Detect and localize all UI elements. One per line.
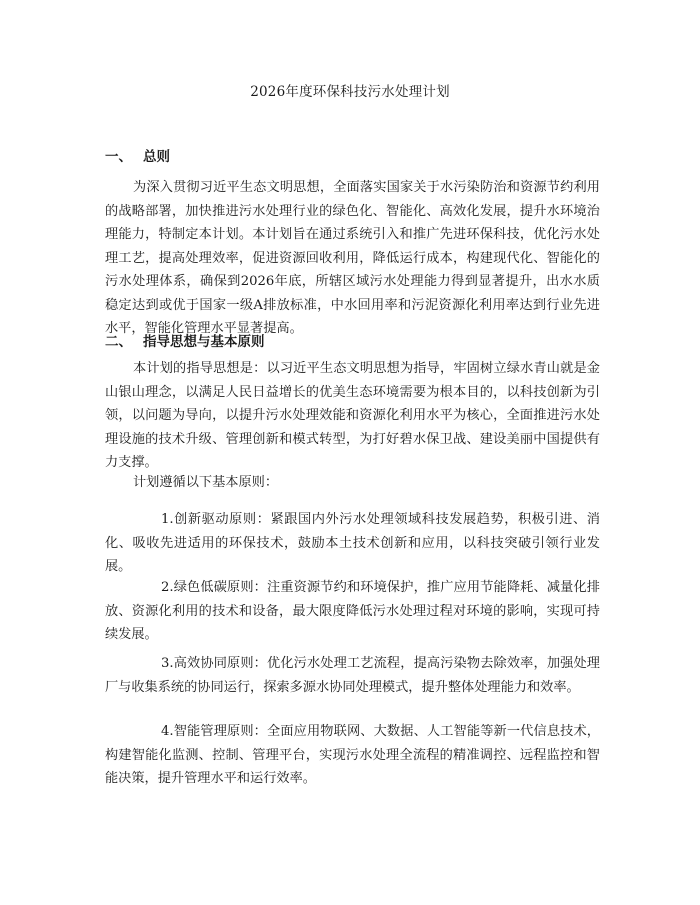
principle-index: 3. (161, 656, 174, 671)
principle-item (105, 576, 600, 647)
principle-text: 创新驱动原则：紧跟国内外污水处理领域科技发展趋势，积极引进、消化、吸收先进适用的环保技术，鼓励本土技术创新和应用，以科技突破引领行业发展。 (105, 512, 600, 574)
principle-text: 绿色低碳原则：注重资源节约和环境保护，推广应用节能降耗、减量化排放、资源化利用的技术和设备，最大限度降低污水处理过程对环境的影响，实现可持续发展。 (105, 580, 600, 642)
principle-item (105, 652, 600, 699)
section-heading-guiding-principles (105, 330, 265, 350)
section-title: 指导思想与基本原则 (143, 334, 265, 350)
principle-index: 1. (161, 512, 174, 527)
principle-text: 高效协同原则：优化污水处理工艺流程，提高污染物去除效率，加强处理厂与收集系统的协同运行，探索多源水协同处理模式，提升整体处理能力和效率。 (105, 656, 600, 695)
principle-item (105, 720, 600, 791)
principle-index: 2. (161, 580, 174, 595)
section-number: 一、 (105, 149, 132, 165)
document-title: 2026年度环保科技污水处理计划 (250, 84, 450, 100)
guiding-thought-paragraph: 本计划的指导思想是：以习近平生态文明思想为指导，牢固树立绿水青山就是金山银山理念，以满足人民日益增长的优美生态环境需要为根本目的，以科技创新为引领，以问题为导向，以提升污水处理效能和资源化利用水平为核心，全面推进污水处理设施的技术升级、管理创新和模式转型，为打好碧水保卫战、建设美丽中国提供有力支撑。 (105, 361, 600, 470)
section-heading-general (105, 145, 170, 165)
principle-text: 智能管理原则：全面应用物联网、大数据、人工智能等新一代信息技术，构建智能化监测、控制、管理平台，实现污水处理全流程的精准调控、远程监控和智能决策，提升管理水平和运行效率。 (105, 724, 600, 786)
principles-intro: 计划遵循以下基本原则： (133, 475, 279, 490)
principle-item (105, 508, 600, 579)
principle-index: 4. (161, 724, 174, 739)
section-number: 二、 (105, 334, 132, 350)
section-title: 总则 (143, 149, 170, 165)
general-paragraph: 为深入贯彻习近平生态文明思想，全面落实国家关于水污染防治和资源节约利用的战略部署，加快推进污水处理行业的绿色化、智能化、高效化发展，提升水环境治理能力，特制定本计划。本计划旨在通过系统引入和推广先进环保科技，优化污水处理工艺，提高处理效率，促进资源回收利用，降低运行成本，构建现代化、智能化的污水处理体系，确保到2026年底，所辖区域污水处理能力得到显著提升，出水水质稳定达到或优于国家一级A排放标准，中水回用率和污泥资源化利用率达到行业先进水平，智能化管理水平显著提高。 (105, 180, 600, 336)
